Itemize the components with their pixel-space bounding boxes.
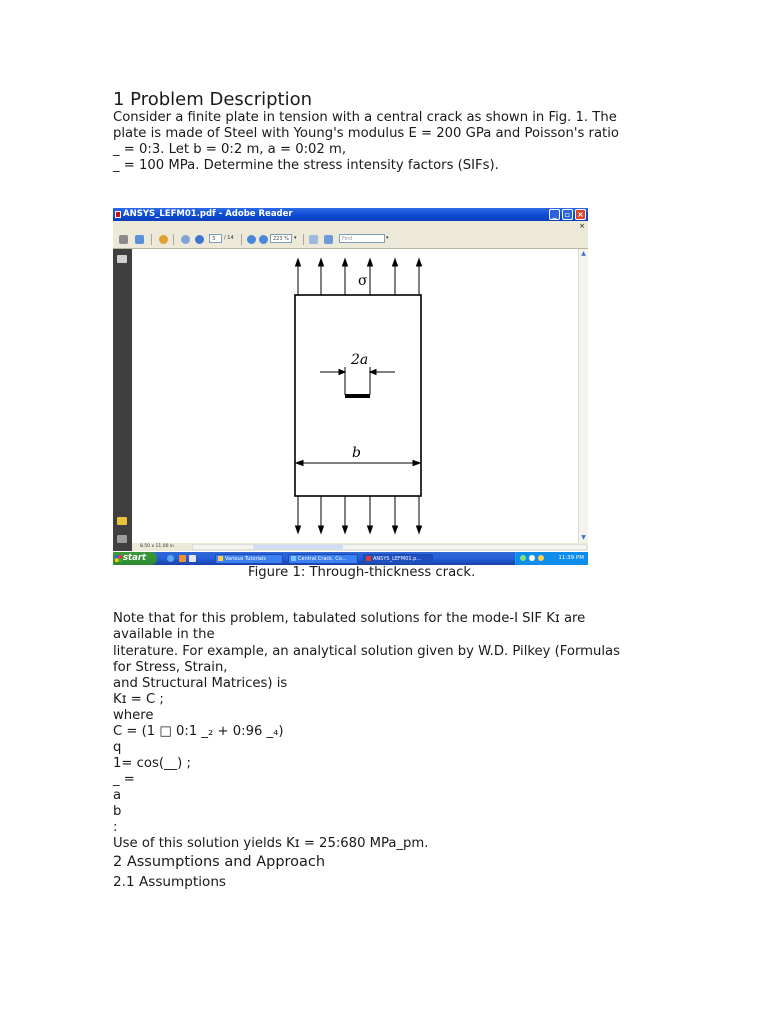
horizontal-scrollbar[interactable] <box>192 544 587 550</box>
pages-icon[interactable] <box>117 255 127 263</box>
quicklaunch-browser-icon[interactable] <box>167 555 174 562</box>
fit-page-icon[interactable] <box>309 235 318 244</box>
body-line-3: literature. For example, an analytical solution given by W.D. Pilkey (Formulas <box>113 644 621 659</box>
width-label: b <box>352 445 361 461</box>
scroll-up-icon[interactable]: ▲ <box>581 250 586 257</box>
signature-icon[interactable] <box>117 517 127 525</box>
minimize-button[interactable]: _ <box>549 209 560 220</box>
crack-dimension <box>320 367 395 395</box>
body-line-6: Kɪ = C ; <box>113 692 164 707</box>
bottom-tension-arrows <box>296 496 422 533</box>
page-total: / 14 <box>224 235 234 241</box>
scroll-down-icon[interactable]: ▼ <box>581 534 586 541</box>
body-line-4: for Stress, Strain, <box>113 660 228 675</box>
window-titlebar <box>113 208 588 221</box>
email-icon[interactable] <box>135 235 144 244</box>
document-close-icon[interactable]: × <box>579 222 585 230</box>
page-size-label: 8.50 x 11.00 in <box>140 544 174 549</box>
vertical-scrollbar[interactable] <box>578 249 588 543</box>
page-title: 1 Problem Description <box>113 89 313 110</box>
zoom-out-icon[interactable] <box>247 235 256 244</box>
document-viewport[interactable] <box>132 249 578 543</box>
taskbar <box>113 552 588 565</box>
maximize-button[interactable]: ▫ <box>562 209 573 220</box>
zoom-dropdown-icon[interactable]: ▾ <box>294 235 297 241</box>
body-line-14: : <box>113 820 118 835</box>
body-line-10: 1= cos(__) ; <box>113 756 191 771</box>
menu-bar <box>113 221 588 231</box>
body-line-7: where <box>113 708 154 723</box>
body-line-8: C = (1 □ 0:1 _₂ + 0:96 _₄) <box>113 724 284 739</box>
zoom-in-icon[interactable] <box>259 235 268 244</box>
pdf-app-icon <box>115 211 121 218</box>
sigma-label: σ <box>358 273 368 289</box>
volume-icon[interactable] <box>538 555 544 561</box>
intro-line-1: Consider a finite plate in tension with a central crack as shown in Fig. 1. The <box>113 110 617 125</box>
fit-width-icon[interactable] <box>324 235 333 244</box>
body-line-15: Use of this solution yields Kɪ = 25:680 MPa_pm. <box>113 836 429 851</box>
windows-flag-icon <box>115 555 122 562</box>
body-line-5: and Structural Matrices) is <box>113 676 288 691</box>
body-line-13: b <box>113 804 122 819</box>
body-line-2: available in the <box>113 627 215 642</box>
page-number-input[interactable]: 3 <box>209 234 222 243</box>
task-various-tutorials[interactable]: Various Tutorials <box>215 554 283 564</box>
print-icon[interactable] <box>119 235 128 244</box>
body-line-9: q <box>113 740 122 755</box>
task-ansys-pdf[interactable]: ANSYS_LEFM01.p... <box>363 554 433 564</box>
crack-length-label: 2a <box>351 352 369 368</box>
next-page-icon[interactable] <box>195 235 204 244</box>
taskbar-clock: 11:39 PM <box>558 555 584 561</box>
find-dropdown-icon[interactable]: ▾ <box>386 235 389 241</box>
body-line-11: _ = <box>113 772 135 787</box>
start-button[interactable]: start <box>113 552 157 565</box>
intro-line-3: _ = 0:3. Let b = 0:2 m, a = 0:02 m, <box>113 142 347 157</box>
status-row <box>132 543 588 551</box>
toolbar <box>113 231 588 249</box>
find-input[interactable]: Find <box>339 234 385 243</box>
subsection-heading-2-1: 2.1 Assumptions <box>113 874 227 890</box>
navigation-panel <box>113 249 132 551</box>
embedded-screenshot <box>113 208 588 565</box>
security-icon[interactable] <box>529 555 535 561</box>
previous-page-icon[interactable] <box>181 235 190 244</box>
crack-mark <box>345 394 370 398</box>
figure-caption: Figure 1: Through-thickness crack. <box>248 565 476 580</box>
attachment-icon[interactable] <box>117 535 127 543</box>
network-icon[interactable] <box>520 555 526 561</box>
cracked-plate-figure <box>132 249 578 543</box>
intro-line-4: _ = 100 MPa. Determine the stress intensity factors (SIFs). <box>113 158 499 173</box>
body-line-12: a <box>113 788 122 803</box>
intro-line-2: plate is made of Steel with Young's modulus E = 200 GPa and Poisson's ratio <box>113 126 619 141</box>
quicklaunch-explorer-icon[interactable] <box>189 555 196 562</box>
zoom-select[interactable]: 223 % <box>270 234 292 243</box>
window-title: ANSYS_LEFM01.pdf - Adobe Reader <box>123 209 293 219</box>
hand-tool-icon[interactable] <box>159 235 168 244</box>
close-button[interactable]: × <box>575 209 586 220</box>
task-central-crack[interactable]: Central Crack, Co... <box>288 554 358 564</box>
width-dimension <box>296 461 420 466</box>
system-tray <box>515 552 588 565</box>
quicklaunch-media-icon[interactable] <box>179 555 186 562</box>
body-line-1: Note that for this problem, tabulated solutions for the mode-I SIF Kɪ are <box>113 611 586 626</box>
section-heading-2: 2 Assumptions and Approach <box>113 854 326 870</box>
